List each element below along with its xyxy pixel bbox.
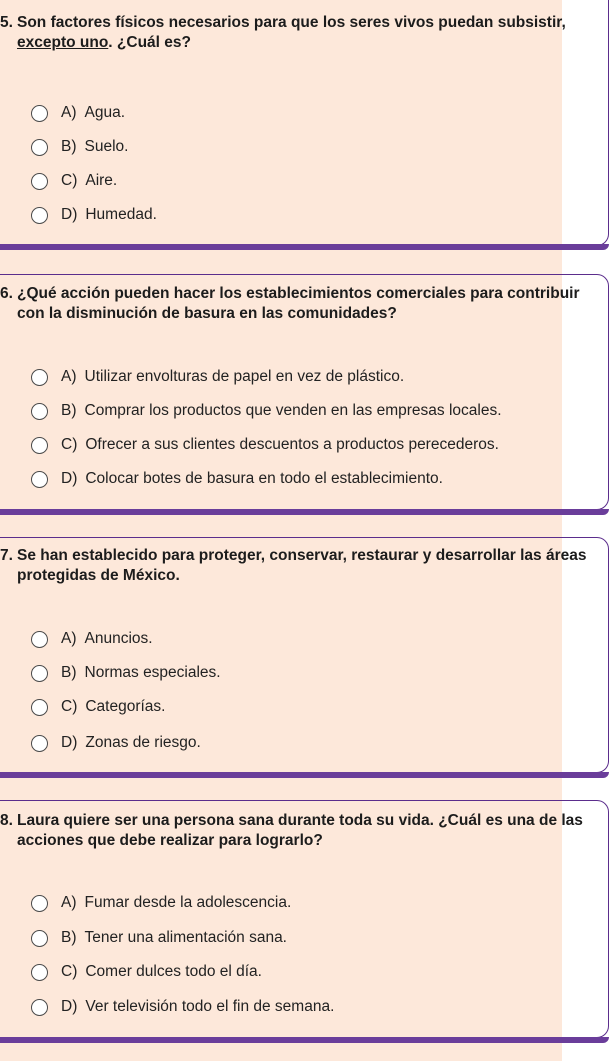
option-6b[interactable] <box>31 400 502 422</box>
option-letter: D) <box>61 734 78 751</box>
option-8b[interactable] <box>31 927 287 949</box>
option-letter: B) <box>61 929 77 946</box>
radio-button[interactable] <box>31 699 48 716</box>
option-7a[interactable] <box>31 628 153 650</box>
option-text: Utilizar envolturas de papel en vez de plástico. <box>84 368 405 385</box>
option-letter: A) <box>61 368 77 385</box>
card-divider <box>0 772 609 778</box>
option-8c[interactable] <box>31 961 262 983</box>
question-text-5 <box>0 13 613 53</box>
option-text: Ofrecer a sus clientes descuentos a productos perecederos. <box>85 436 499 453</box>
option-text: Comprar los productos que venden en las empresas locales. <box>84 402 502 419</box>
radio-button[interactable] <box>31 665 48 682</box>
question-line-2: acciones que debe realizar para lograrlo? <box>17 832 323 849</box>
card-divider <box>0 244 609 250</box>
option-text: Agua. <box>84 104 126 121</box>
radio-button[interactable] <box>31 999 48 1016</box>
option-text: Tener una alimentación sana. <box>84 929 287 946</box>
radio-button[interactable] <box>31 895 48 912</box>
question-line-2: . ¿Cuál es? <box>108 34 191 51</box>
radio-button[interactable] <box>31 105 48 122</box>
option-text: Suelo. <box>84 138 129 155</box>
radio-button[interactable] <box>31 735 48 752</box>
radio-button[interactable] <box>31 631 48 648</box>
option-letter: A) <box>61 630 77 647</box>
option-text: Aire. <box>85 172 118 189</box>
option-text: Anuncios. <box>84 630 153 647</box>
option-6d[interactable] <box>31 468 443 490</box>
radio-button[interactable] <box>31 964 48 981</box>
question-number: 8. <box>0 812 13 829</box>
question-number: 7. <box>0 547 13 564</box>
option-letter: C) <box>61 172 78 189</box>
radio-button[interactable] <box>31 207 48 224</box>
question-line-1: Son factores físicos necesarios para que los seres vivos puedan subsistir, <box>17 14 566 31</box>
option-text: Humedad. <box>85 206 157 223</box>
option-letter: D) <box>61 470 78 487</box>
radio-button[interactable] <box>31 403 48 420</box>
option-letter: C) <box>61 963 78 980</box>
option-letter: D) <box>61 206 78 223</box>
option-letter: C) <box>61 698 78 715</box>
option-letter: B) <box>61 138 77 155</box>
option-7d[interactable] <box>31 732 201 754</box>
option-text: Zonas de riesgo. <box>85 734 201 751</box>
option-text: Categorías. <box>85 698 166 715</box>
question-line-1: Se han establecido para proteger, conservar, restaurar y desarrollar las áreas <box>17 547 587 564</box>
question-line-2: con la disminución de basura en las comunidades? <box>17 305 397 322</box>
radio-button[interactable] <box>31 173 48 190</box>
option-letter: C) <box>61 436 78 453</box>
option-8d[interactable] <box>31 996 334 1018</box>
question-line-1: ¿Qué acción pueden hacer los establecimientos comerciales para contribuir <box>17 285 580 302</box>
option-5d[interactable] <box>31 204 157 226</box>
card-divider <box>0 509 609 515</box>
option-7c[interactable] <box>31 696 166 718</box>
radio-button[interactable] <box>31 930 48 947</box>
option-5a[interactable] <box>31 102 125 124</box>
question-number: 6. <box>0 285 13 302</box>
option-letter: B) <box>61 664 77 681</box>
option-letter: B) <box>61 402 77 419</box>
option-letter: A) <box>61 104 77 121</box>
option-text: Comer dulces todo el día. <box>85 963 262 980</box>
option-text: Fumar desde la adolescencia. <box>84 894 292 911</box>
option-7b[interactable] <box>31 662 221 684</box>
question-text-7 <box>0 546 613 586</box>
radio-button[interactable] <box>31 471 48 488</box>
card-divider <box>0 1037 609 1043</box>
option-text: Ver televisión todo el fin de semana. <box>85 998 335 1015</box>
option-5c[interactable] <box>31 170 117 192</box>
question-text-8 <box>0 811 613 851</box>
option-letter: D) <box>61 998 78 1015</box>
question-number: 5. <box>0 14 13 31</box>
radio-button[interactable] <box>31 437 48 454</box>
option-6c[interactable] <box>31 434 499 456</box>
question-line-1: Laura quiere ser una persona sana durante toda su vida. ¿Cuál es una de las <box>17 812 583 829</box>
question-line-2: protegidas de México. <box>17 567 180 584</box>
option-text: Normas especiales. <box>84 664 221 681</box>
option-text: Colocar botes de basura en todo el establecimiento. <box>85 470 443 487</box>
option-5b[interactable] <box>31 136 128 158</box>
option-letter: A) <box>61 894 77 911</box>
option-8a[interactable] <box>31 892 291 914</box>
question-emphasis: excepto uno <box>17 34 109 51</box>
radio-button[interactable] <box>31 369 48 386</box>
question-text-6 <box>0 284 613 324</box>
option-6a[interactable] <box>31 366 404 388</box>
radio-button[interactable] <box>31 139 48 156</box>
